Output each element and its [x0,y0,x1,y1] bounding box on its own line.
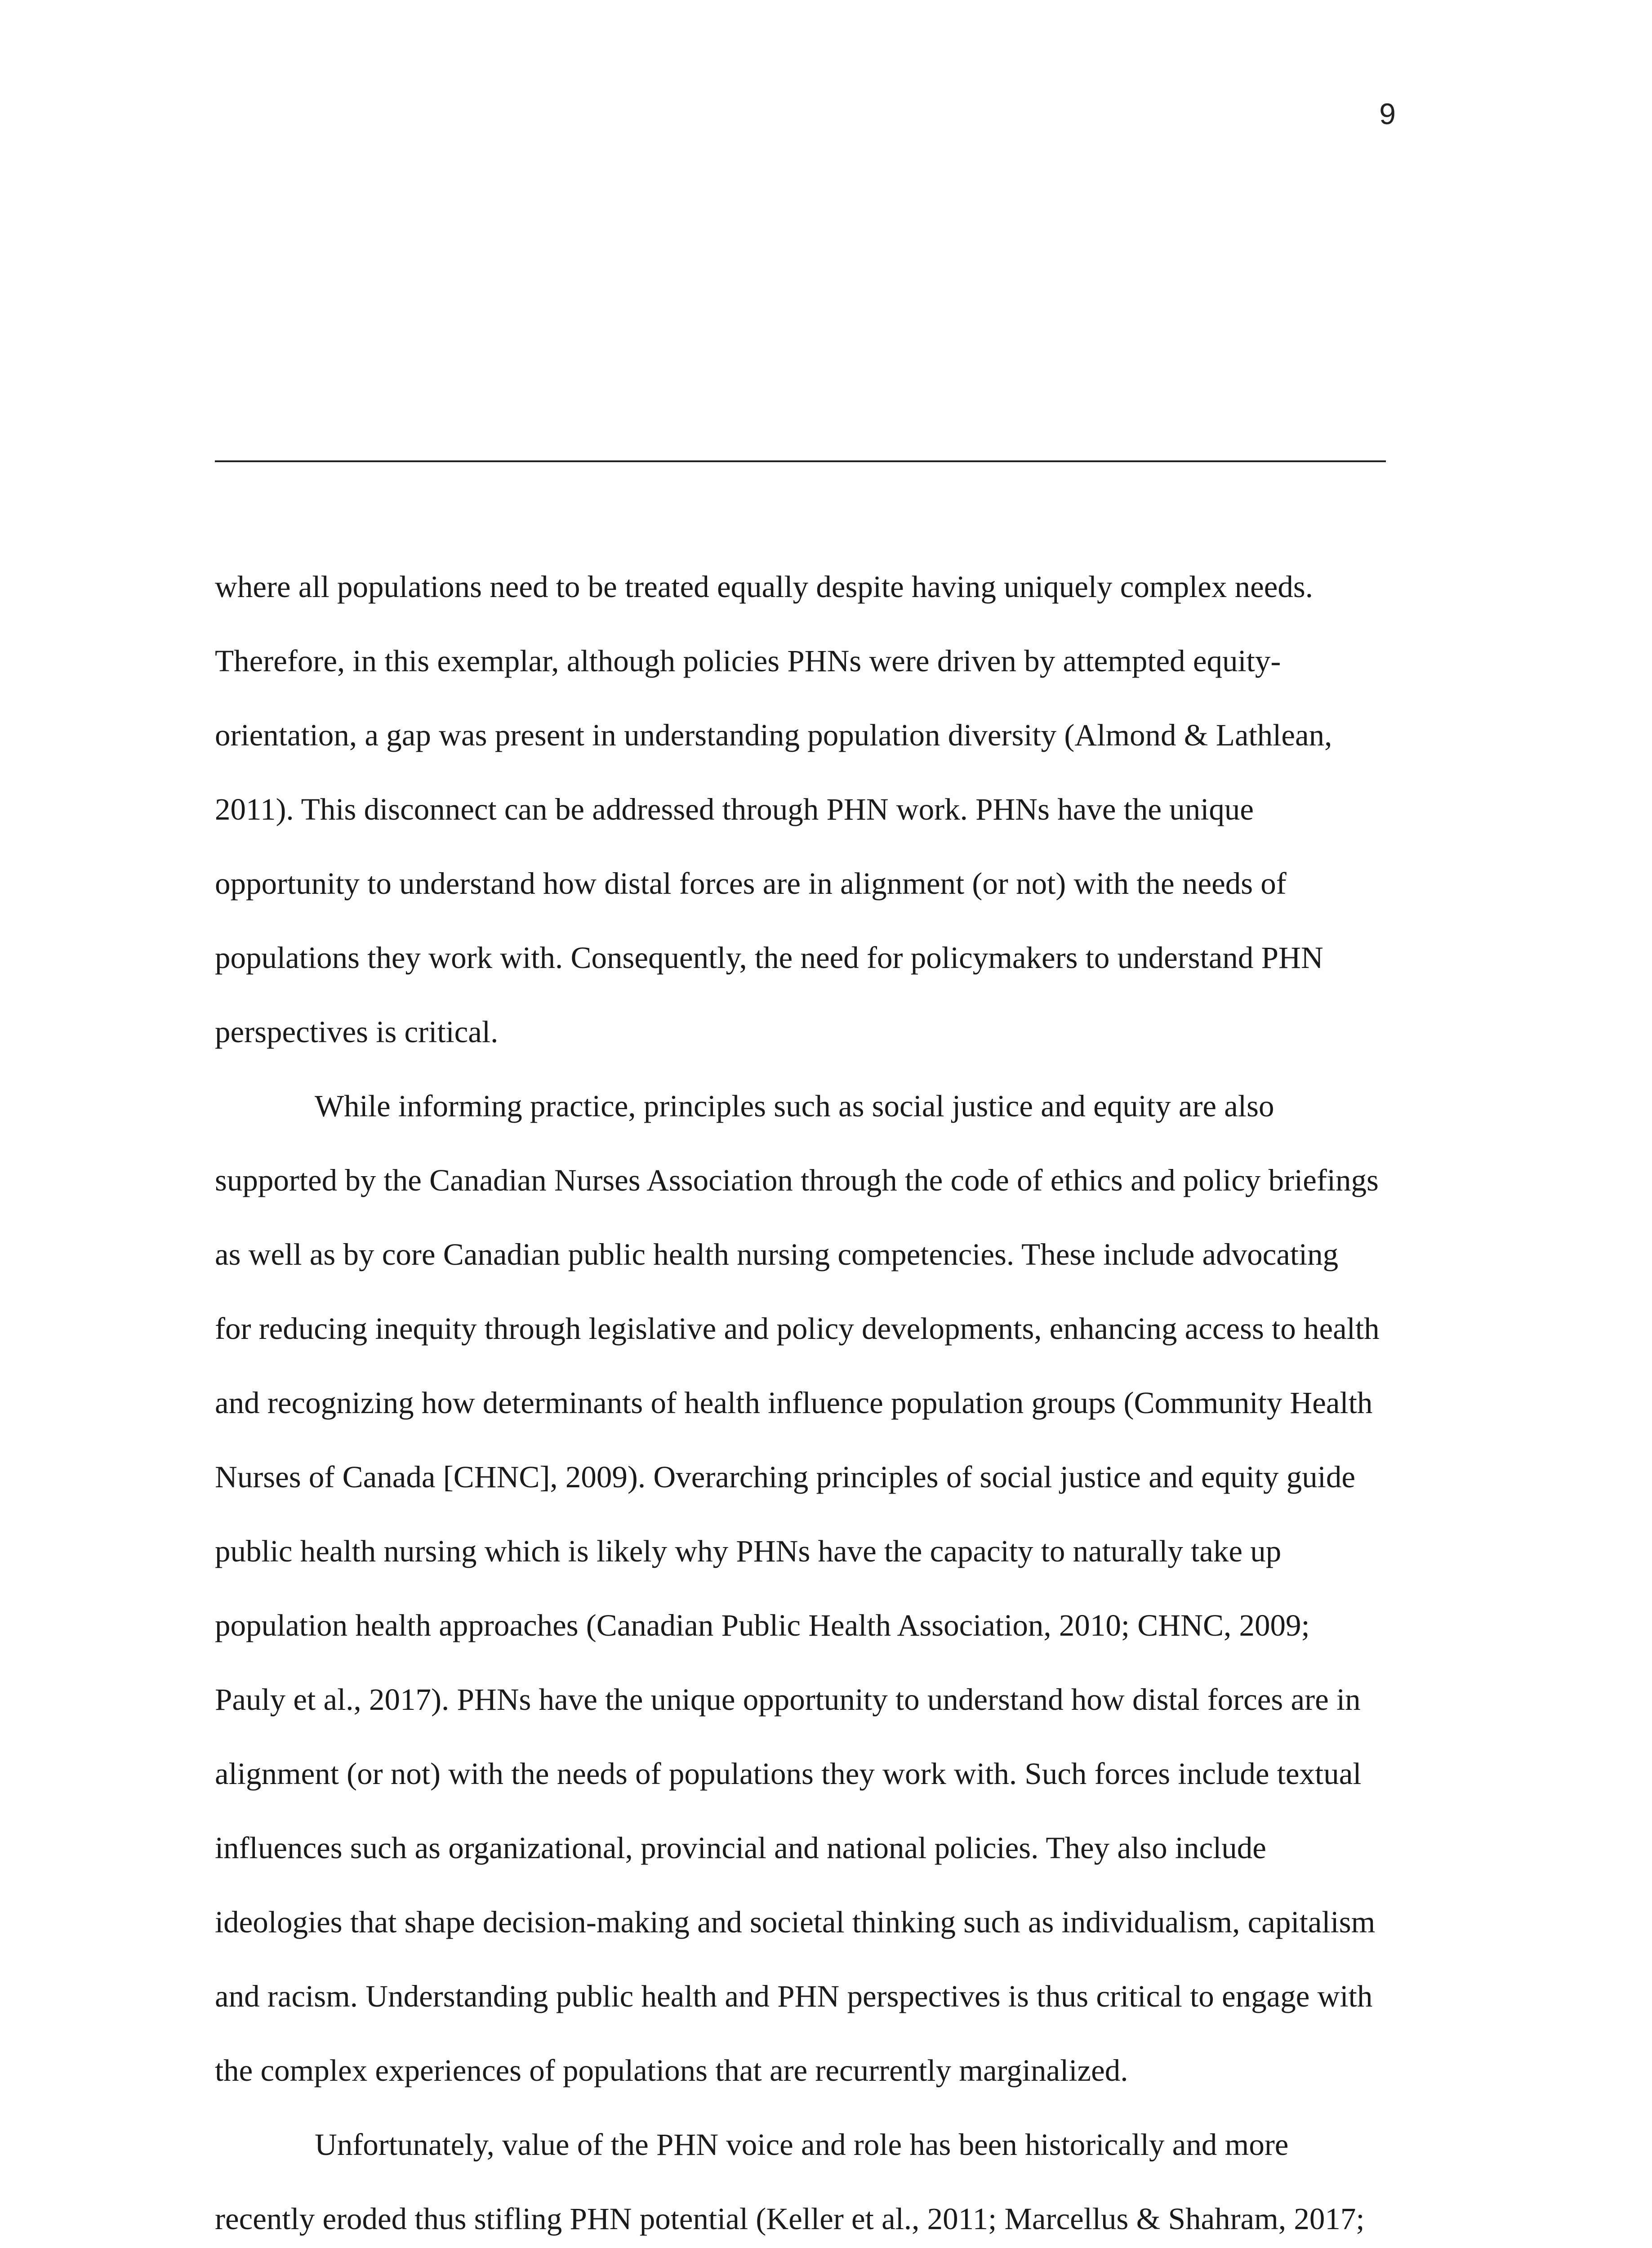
text-line: and racism. Understanding public health and PHN perspectives is thus critical to engage with [215,1979,1373,2013]
text-line: populations they work with. Consequently, the need for policymakers to understand PHN [215,941,1323,975]
text-line: 2011). This disconnect can be addressed through PHN work. PHNs have the unique [215,792,1254,826]
text-line: influences such as organizational, provincial and national policies. They also include [215,1831,1266,1865]
text-line: perspectives is critical. [215,1015,499,1049]
text-line: ideologies that shape decision-making and societal thinking such as individualism, capitalism [215,1905,1376,1939]
text-line: orientation, a gap was present in understanding population diversity (Almond & Lathlean, [215,718,1332,752]
text-line: Nurses of Canada [CHNC], 2009). Overarching principles of social justice and equity guide [215,1460,1355,1494]
text-line: population health approaches (Canadian Public Health Association, 2010; CHNC, 2009; [215,1608,1310,1642]
text-line: recently eroded thus stifling PHN potential (Keller et al., 2011; Marcellus & Shahram, 2017; [215,2202,1365,2236]
header-rule [215,460,1386,462]
text-line: the complex experiences of populations that are recurrently marginalized. [215,2053,1128,2087]
text-line: public health nursing which is likely why PHNs have the capacity to naturally take up [215,1534,1282,1568]
text-line: Therefore, in this exemplar, although policies PHNs were driven by attempted equity- [215,644,1281,678]
text-line: supported by the Canadian Nurses Association through the code of ethics and policy briefings [215,1163,1379,1197]
text-line: as well as by core Canadian public health nursing competencies. These include advocating [215,1237,1339,1271]
text-line: Pauly et al., 2017). PHNs have the unique opportunity to understand how distal forces are in [215,1682,1361,1717]
text-line: where all populations need to be treated equally despite having uniquely complex needs. [215,570,1313,604]
text-line: for reducing inequity through legislative and policy developments, enhancing access to health [215,1311,1380,1346]
text-line: While informing practice, principles such as social justice and equity are also [315,1089,1274,1123]
body-text [215,562,1447,2248]
text-line: alignment (or not) with the needs of populations they work with. Such forces include textual [215,1757,1362,1791]
text-line: and recognizing how determinants of health influence population groups (Community Health [215,1386,1373,1420]
text-line: Unfortunately, value of the PHN voice and role has been historically and more [315,2128,1289,2162]
text-line: opportunity to understand how distal forces are in alignment (or not) with the needs of [215,866,1287,901]
page-number: 9 [1379,97,1396,130]
